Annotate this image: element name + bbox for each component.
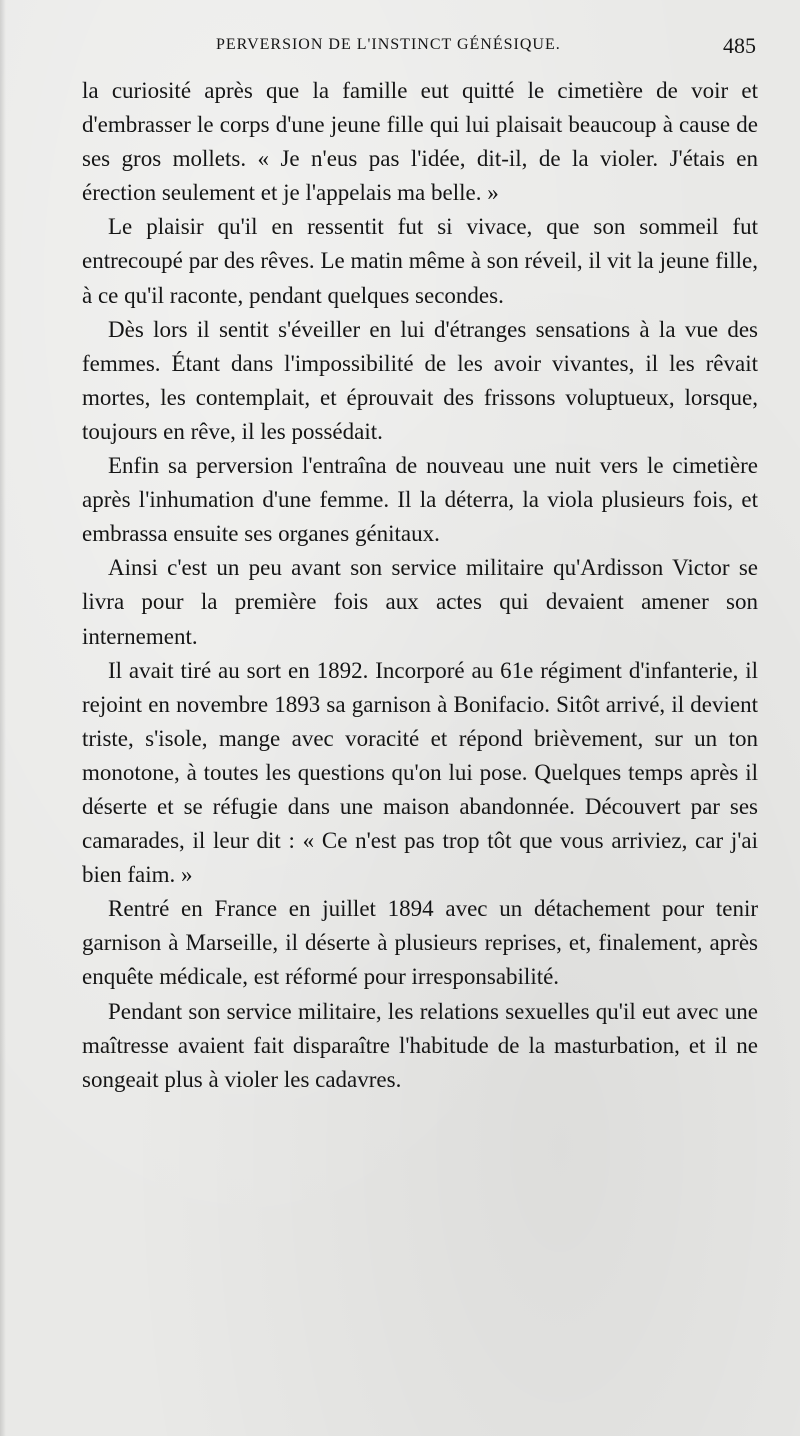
paragraph: Il avait tiré au sort en 1892. Incorporé au 61e régiment d'infanterie, il rejoint en novembre 1893 sa garnison à Bonifacio. Sitôt arrivé, il devient triste, s'isole, mange avec voracité et répond brièvement, sur un ton monotone, à toutes les questions qu'on lui pose. Quelques temps après il déserte et se réfugie dans une maison abandonnée. Découvert par ses camarades, il leur dit : « Ce n'est pas trop tôt que vous arriviez, car j'ai bien faim. »: [82, 657, 758, 888]
paragraph-continued: la curiosité après que la famille eut quitté le cimetière de voir et d'embrasser le corps d'une jeune fille qui lui plaisait beaucoup à cause de ses gros mollets. « Je n'eus pas l'idée, dit-il, de la violer. J'étais en érection seulement et je l'appelais ma belle. »: [82, 78, 758, 206]
paragraph: Dès lors il sentit s'éveiller en lui d'étranges sensations à la vue des femmes. Étant dans l'impossibilité de les avoir vivantes, il les rêvait mortes, les contemplait, et éprouvait des frissons voluptueux, lorsque, toujours en rêve, il les possédait.: [82, 316, 758, 444]
paragraph: Ainsi c'est un peu avant son service militaire qu'Ardisson Victor se livra pour la première fois aux actes qui devaient amener son internement.: [82, 555, 758, 649]
paragraph: Le plaisir qu'il en ressentit fut si vivace, que son sommeil fut entrecoupé par des rêves. Le matin même à son réveil, il vit la jeune fille, à ce qu'il raconte, pendant quelques secondes.: [82, 214, 758, 308]
paragraph: Rentré en France en juillet 1894 avec un détachement pour tenir garnison à Marseille, il déserte à plusieurs reprises, et, finalement, après enquête médicale, est réformé pour irresponsabilité.: [82, 896, 758, 990]
running-head: [0, 33, 800, 64]
page-number: 485: [723, 33, 756, 58]
paragraph: Pendant son service militaire, les relations sexuelles qu'il eut avec une maîtresse avaient fait disparaître l'habitude de la masturbation, et il ne songeait plus à violer les cadavres.: [82, 998, 758, 1092]
paragraph: Enfin sa perversion l'entraîna de nouveau une nuit vers le cimetière après l'inhumation d'une femme. Il la déterra, la viola plusieurs fois, et embrassa ensuite ses organes génitaux.: [82, 453, 758, 547]
page-edge-shadow: [0, 0, 6, 1436]
body-text: [82, 74, 758, 1097]
running-title: PERVERSION DE L'INSTINCT GÉNÉSIQUE.: [216, 36, 561, 53]
